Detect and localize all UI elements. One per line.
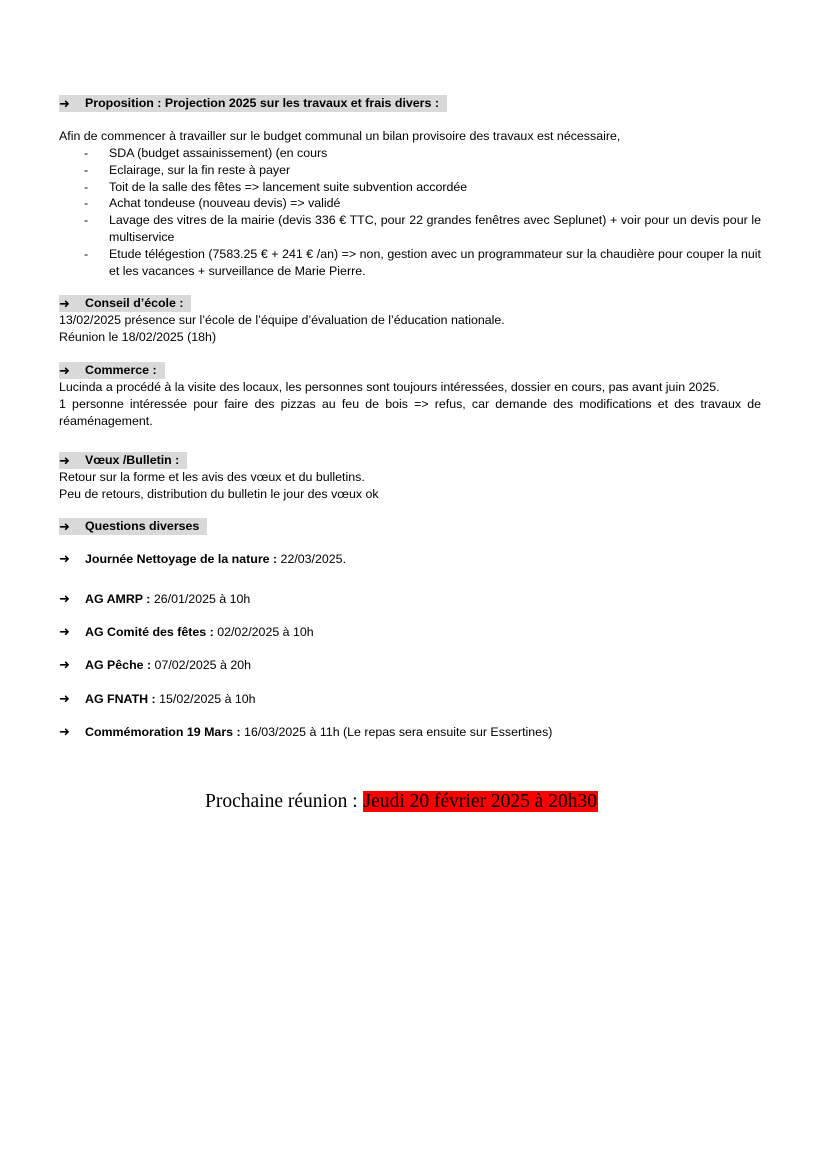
heading-text: Proposition : Projection 2025 sur les travaux et frais divers :: [85, 96, 439, 110]
question-label: Journée Nettoyage de la nature :: [85, 552, 278, 567]
question-item-nettoyage: [59, 551, 346, 568]
proposition-intro: Afin de commencer à travailler sur le budget communal un bilan provisoire des travaux est nécessaire,: [59, 129, 621, 143]
question-item-comite: [59, 624, 314, 641]
section-heading-commerce: [59, 362, 165, 379]
section-heading-questions: [59, 518, 207, 535]
commerce-line-1: Lucinda a procédé à la visite des locaux, les personnes sont toujours intéressées, dossier en cours, pas avant juin 2025.: [59, 380, 720, 394]
question-label: Commémoration 19 Mars :: [85, 725, 241, 740]
question-value: 22/03/2025.: [277, 552, 347, 567]
section-heading-voeux: [59, 452, 187, 469]
question-label: AG FNATH :: [85, 692, 156, 707]
question-value: 02/02/2025 à 10h: [213, 625, 314, 640]
arrow-icon: ➜: [59, 624, 70, 640]
heading-text: Questions diverses: [85, 519, 200, 533]
question-label: AG AMRP :: [85, 592, 151, 607]
next-meeting: [205, 790, 598, 814]
arrow-icon: ➜: [59, 363, 70, 378]
next-meeting-date: Jeudi 20 février 2025 à 20h30: [363, 791, 597, 812]
question-label: AG Pêche :: [85, 658, 152, 673]
arrow-icon: ➜: [59, 551, 70, 567]
list-item: - Eclairage, sur la fin reste à payer: [59, 162, 761, 179]
conseil-line-2: Réunion le 18/02/2025 (18h): [59, 330, 217, 344]
conseil-line-1: 13/02/2025 présence sur l’école de l’équipe d’évaluation de l’éducation nationale.: [59, 313, 505, 327]
heading-text: Conseil d’école :: [85, 296, 184, 310]
list-item: - Toit de la salle des fêtes => lancement suite subvention accordée: [59, 179, 761, 196]
arrow-icon: ➜: [59, 591, 70, 607]
section-heading-proposition: [59, 95, 447, 112]
arrow-icon: ➜: [59, 296, 70, 311]
proposition-list: [59, 145, 761, 279]
question-value: 15/02/2025 à 10h: [155, 692, 256, 707]
heading-text: Vœux /Bulletin :: [85, 453, 180, 467]
voeux-line-1: Retour sur la forme et les avis des vœux et du bulletins.: [59, 470, 365, 484]
arrow-icon: ➜: [59, 657, 70, 673]
commerce-line-2: 1 personne intéressée pour faire des pizzas au feu de bois => refus, car demande des modifications et des travaux de réaménagement.: [59, 397, 761, 428]
list-item: - SDA (budget assainissement) (en cours: [59, 145, 761, 162]
question-item-peche: [59, 657, 251, 674]
heading-text: Commerce :: [85, 363, 157, 377]
question-item-fnath: [59, 691, 256, 708]
question-item-amrp: [59, 591, 250, 608]
arrow-icon: ➜: [59, 453, 70, 468]
list-item: - Lavage des vitres de la mairie (devis 336 € TTC, pour 22 grandes fenêtres avec Seplunet) + voir pour un devis pour le multiservice: [59, 212, 761, 246]
arrow-icon: ➜: [59, 96, 70, 111]
question-value: 07/02/2025 à 20h: [151, 658, 252, 673]
arrow-icon: ➜: [59, 519, 70, 534]
voeux-line-2: Peu de retours, distribution du bulletin le jour des vœux ok: [59, 487, 379, 501]
list-item: - Etude télégestion (7583.25 € + 241 € /an) => non, gestion avec un programmateur sur la chaudière pour couper la nuit et les vacances + surveillance de Marie Pierre.: [59, 246, 761, 280]
question-value: 26/01/2025 à 10h: [150, 592, 251, 607]
list-item: - Achat tondeuse (nouveau devis) => validé: [59, 195, 761, 212]
question-item-commemoration: [59, 724, 552, 741]
question-label: AG Comité des fêtes :: [85, 625, 214, 640]
section-heading-conseil: [59, 295, 191, 312]
arrow-icon: ➜: [59, 691, 70, 707]
arrow-icon: ➜: [59, 724, 70, 740]
question-value: 16/03/2025 à 11h (Le repas sera ensuite sur Essertines): [240, 725, 553, 740]
next-meeting-label: Prochaine réunion :: [205, 791, 363, 812]
